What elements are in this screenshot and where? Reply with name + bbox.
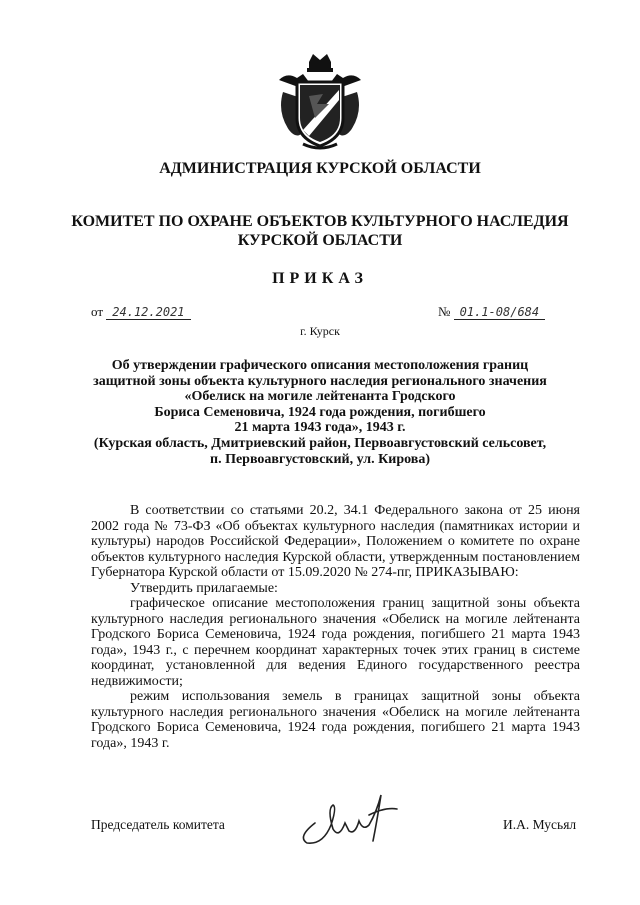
title-line: 21 марта 1943 года», 1943 г. [234,420,406,436]
order-number [438,304,545,320]
city-label: г. Курск [300,324,340,338]
title-line: «Обелиск на могиле лейтенанта Гродского [184,389,456,405]
date-value: 24.12.2021 [106,305,190,320]
number-value: 01.1-08/684 [454,305,545,320]
signatory-position: Председатель комитета [91,817,225,832]
committee-heading-line: КОМИТЕТ ПО ОХРАНЕ ОБЪЕКТОВ КУЛЬТУРНОГО НАСЛЕДИЯ [71,213,569,230]
number-prefix: № [438,304,451,319]
order-heading: ПРИКАЗ [272,270,368,287]
handwritten-signature [293,785,408,845]
order-title [60,358,580,467]
title-line: (Курская область, Дмитриевский район, Первоавгустовский сельсовет, [93,435,547,451]
committee-heading-line: КУРСКОЙ ОБЛАСТИ [237,232,403,249]
administration-heading: АДМИНИСТРАЦИЯ КУРСКОЙ ОБЛАСТИ [159,160,481,177]
body-paragraph: графическое описание местоположения границ защитной зоны объекта культурного наследия регионального значения «Обелиск на могиле лейтенанта Гродского Бориса Семеновича, 1924 года рождения, погибшего 21 марта 1943 года», 1943 г., с перечнем координат характерных точек этих границ в системе координат, установленной для ведения Единого государственного реестра недвижимости; [91,596,580,689]
signatory-name: И.А. Мусьял [503,817,577,832]
coat-of-arms-icon [273,52,367,154]
order-date [91,304,191,320]
body-paragraph: В соответствии со статьями 20.2, 34.1 Федерального закона от 25 июня 2002 года № 73-ФЗ «Об объектах культурного наследия (памятниках истории и культуры) народов Российской Федерации», Положением о комитете по охране объектов культурного наследия Курской области, утвержденным постановлением Губернатора Курской области от 15.09.2020 № 274-пг, ПРИКАЗЫВАЮ: [91,503,580,580]
title-line: Бориса Семеновича, 1924 года рождения, погибшего [154,404,486,420]
date-prefix: от [91,304,104,319]
title-line: Об утверждении графического описания местоположения границ [111,358,529,373]
body-paragraph: Утвердить прилагаемые: [130,580,278,596]
order-body [91,503,580,751]
title-line: защитной зоны объекта культурного наследия регионального значения [93,373,547,389]
title-line: п. Первоавгустовский, ул. Кирова) [210,451,430,467]
committee-heading [0,212,640,250]
body-paragraph: режим использования земель в границах защитной зоны объекта культурного наследия регионального значения «Обелиск на могиле лейтенанта Гродского Бориса Семеновича, 1924 года рождения, погибшего 21 марта 1943 года», 1943 г. [91,689,580,751]
